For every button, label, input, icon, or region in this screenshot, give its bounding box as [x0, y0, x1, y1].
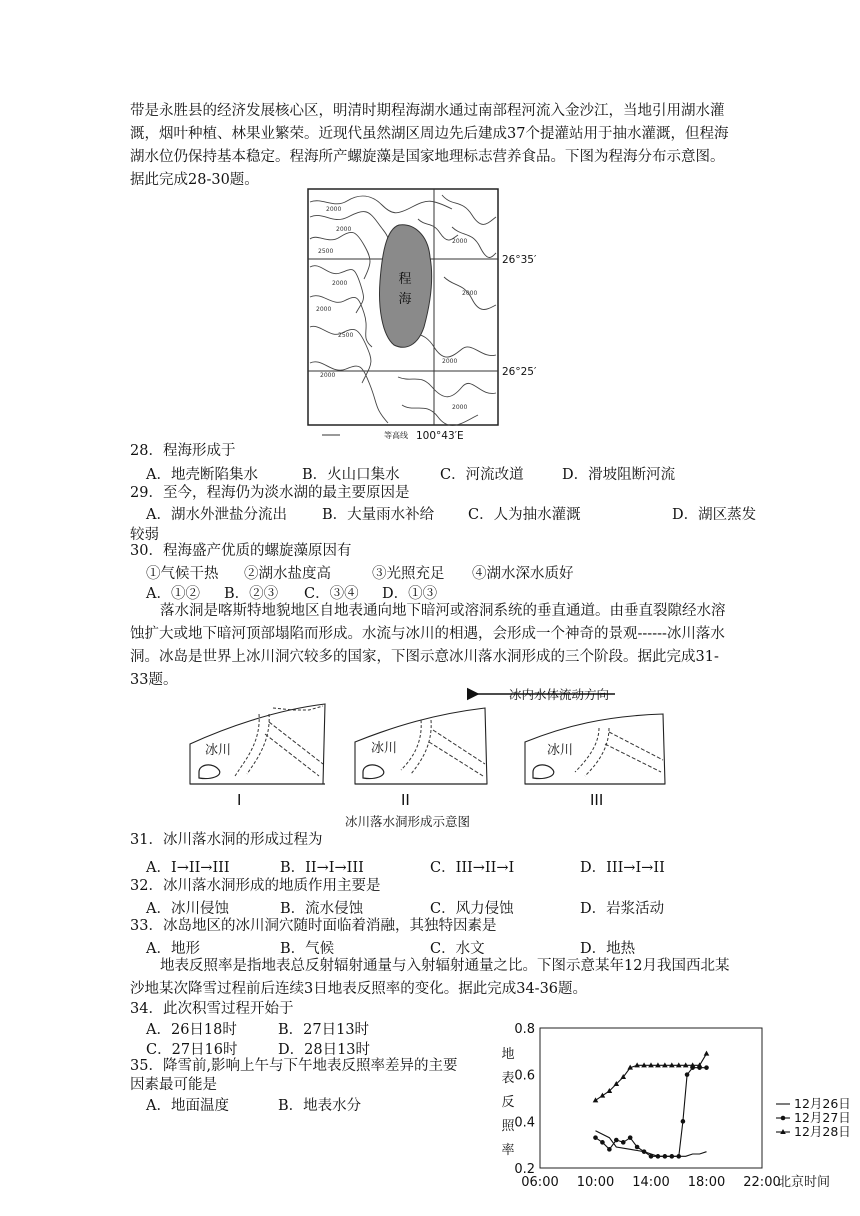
stage-label-2: II [401, 791, 410, 809]
series-line-2 [596, 1068, 707, 1157]
q28-option-c[interactable]: C．河流改道 [440, 467, 524, 483]
q28-option-d[interactable]: D．滑坡阻断河流 [562, 467, 676, 483]
y-axis-label-char: 照 [501, 1119, 515, 1134]
legend-marker-2 [781, 1116, 786, 1121]
svg-text:2000: 2000 [320, 372, 336, 379]
q34-option-a[interactable]: A．26日18时 [146, 1022, 237, 1038]
stage-panel-3 [525, 714, 665, 784]
q30-option-a[interactable]: A．①② [146, 586, 200, 602]
q31-stem: 31．冰川落水洞的形成过程为 [130, 832, 323, 848]
glacier-moulin-diagram [185, 684, 680, 832]
q28-stem: 28．程海形成于 [130, 443, 236, 459]
q33-stem: 33．冰岛地区的冰川洞穴随时面临着消融，其独特因素是 [130, 918, 497, 934]
series-point-3 [593, 1097, 599, 1102]
y-axis-label-char: 率 [501, 1143, 515, 1158]
q33-option-a[interactable]: A．地形 [146, 941, 200, 957]
svg-text:2000: 2000 [462, 290, 478, 297]
lat-bottom-label: 26°25′ [502, 366, 537, 378]
series-point-2 [600, 1140, 605, 1145]
intro-paragraph-2: 落水洞是喀斯特地貌地区自地表通向地下暗河或溶洞系统的垂直通道。由垂直裂隙经水溶蚀扩大或地下暗河顶部塌陷而形成。水流与冰川的相遇，会形成一个神奇的景观------冰川落水洞。冰岛是世界上冰川洞穴较多的国家，下图示意冰川落水洞形成的三个阶段。据此完成31-33题。 [130, 603, 726, 688]
series-point-2 [635, 1145, 640, 1150]
y-tick-label: 0.4 [514, 1115, 535, 1131]
stage-panel-1 [190, 704, 325, 784]
series-point-3 [704, 1051, 710, 1056]
q34-option-c[interactable]: C．27日16时 [146, 1042, 238, 1058]
flow-direction-label: 冰内水体流动方向 [509, 687, 610, 702]
svg-text:2000: 2000 [442, 358, 458, 365]
q32-stem: 32．冰川落水洞形成的地质作用主要是 [130, 878, 381, 894]
q29-option-b[interactable]: B．大量雨水补给 [322, 507, 435, 523]
q35-stem-1: 35．降雪前,影响上午与下午地表反照率差异的主要 [130, 1058, 458, 1074]
q30-item-1: ①气候干热 [146, 566, 219, 582]
svg-text:2000: 2000 [452, 238, 468, 245]
q28-option-b[interactable]: B．火山口集水 [302, 467, 400, 483]
q29-option-d-wrap: 较弱 [130, 527, 159, 543]
series-point-2 [685, 1072, 690, 1077]
stage-label-1: I [237, 791, 242, 809]
panel-label-2: 冰川 [371, 741, 398, 756]
x-tick-label: 14:00 [632, 1175, 670, 1190]
svg-text:2500: 2500 [338, 332, 354, 339]
lat-top-label: 26°35′ [502, 254, 537, 266]
q32-option-b[interactable]: B．流水侵蚀 [280, 901, 364, 917]
series-point-2 [642, 1149, 647, 1154]
series-point-2 [663, 1154, 668, 1159]
glacier-caption: 冰川落水洞形成示意图 [345, 814, 471, 829]
q29-option-d[interactable]: D．湖区蒸发 [672, 507, 757, 523]
series-point-2 [704, 1065, 709, 1070]
x-tick-label: 22:00 [743, 1175, 781, 1190]
legend-label-1: 12月26日 [794, 1096, 851, 1111]
plot-area [540, 1028, 762, 1168]
svg-text:2000: 2000 [326, 206, 342, 213]
svg-text:2000: 2000 [316, 306, 332, 313]
q28-option-a[interactable]: A．地壳断陷集水 [146, 467, 258, 483]
legend-label-3: 12月28日 [794, 1124, 851, 1139]
y-axis-label-char: 反 [501, 1095, 515, 1110]
lake-label-1: 程 [398, 272, 412, 287]
q33-option-b[interactable]: B．气候 [280, 941, 335, 957]
series-point-3 [600, 1093, 606, 1098]
q30-option-d[interactable]: D．①③ [382, 586, 438, 602]
y-tick-label: 0.2 [514, 1162, 535, 1177]
albedo-chart [490, 1018, 860, 1196]
x-tick-label: 06:00 [521, 1175, 559, 1190]
stage-panel-2 [355, 708, 487, 784]
q30-option-c[interactable]: C．③④ [304, 586, 359, 602]
q29-option-a[interactable]: A．湖水外泄盐分流出 [146, 507, 287, 523]
q33-option-c[interactable]: C．水文 [430, 941, 485, 957]
x-tick-label: 18:00 [687, 1175, 726, 1190]
chenghai-map [302, 187, 564, 441]
svg-text:2000: 2000 [452, 404, 468, 411]
q34-stem: 34．此次积雪过程开始于 [130, 1001, 294, 1017]
q31-option-b[interactable]: B．II→I→III [280, 860, 364, 876]
q31-option-d[interactable]: D．III→I→II [580, 860, 665, 876]
series-point-2 [681, 1119, 686, 1124]
legend-label-2: 12月27日 [794, 1110, 851, 1125]
q30-item-3: ③光照充足 [372, 566, 445, 582]
q34-option-d[interactable]: D．28日13时 [278, 1042, 371, 1058]
series-line-1 [596, 1131, 707, 1157]
q30-item-4: ④湖水深水质好 [472, 566, 574, 582]
series-point-2 [593, 1135, 598, 1140]
y-axis-label-char: 表 [501, 1071, 515, 1086]
series-point-2 [656, 1154, 661, 1159]
series-point-2 [670, 1154, 675, 1159]
y-tick-label: 0.6 [514, 1068, 535, 1084]
series-point-2 [649, 1154, 654, 1159]
x-axis-label: 北京时间 [778, 1175, 831, 1190]
series-line-3 [596, 1054, 707, 1101]
stage-label-3: III [590, 791, 604, 809]
q32-option-c[interactable]: C．风力侵蚀 [430, 901, 514, 917]
lake-label-2: 海 [398, 292, 412, 307]
q31-option-a[interactable]: A．I→II→III [146, 860, 230, 876]
svg-text:2000: 2000 [332, 280, 348, 287]
intro-paragraph-3: 地表反照率是指地表总反射辐射通量与入射辐射通量之比。下图示意某年12月我国西北某沙地某次降雪过程前后连续3日地表反照率的变化。据此完成34-36题。 [130, 958, 730, 997]
x-tick-label: 10:00 [576, 1175, 615, 1190]
q30-item-2: ②湖水盐度高 [244, 566, 331, 582]
series-point-2 [614, 1138, 619, 1143]
panel-label-3: 冰川 [547, 743, 574, 758]
y-tick-label: 0.8 [514, 1022, 535, 1037]
q30-stem: 30．程海盛产优质的螺旋藻原因有 [130, 543, 352, 559]
q29-option-c[interactable]: C．人为抽水灌溉 [468, 507, 581, 523]
map-legend: 等高线 [384, 431, 408, 440]
svg-text:2000: 2000 [336, 226, 352, 233]
q29-stem: 29．至今，程海仍为淡水湖的最主要原因是 [130, 485, 410, 501]
q34-option-b[interactable]: B．27日13时 [278, 1022, 370, 1038]
lon-label: 100°43′E [416, 430, 464, 441]
panel-label-1: 冰川 [205, 743, 232, 758]
q35-stem-2: 因素最可能是 [130, 1077, 217, 1093]
q35-option-a[interactable]: A．地面温度 [146, 1098, 229, 1114]
q31-option-c[interactable]: C．III→II→I [430, 860, 515, 876]
q32-option-d[interactable]: D．岩浆活动 [580, 901, 665, 917]
q32-option-a[interactable]: A．冰川侵蚀 [146, 901, 229, 917]
q30-option-b[interactable]: B．②③ [224, 586, 279, 602]
q33-option-d[interactable]: D．地热 [580, 941, 636, 957]
q35-option-b[interactable]: B．地表水分 [278, 1098, 362, 1114]
series-point-2 [607, 1147, 612, 1152]
intro-paragraph-1: 带是永胜县的经济发展核心区，明清时期程海湖水通过南部程河流入金沙江，当地引用湖水灌溉，烟叶种植、林果业繁荣。近现代虽然湖区周边先后建成37个提灌站用于抽水灌溉，但程海湖水位仍保持基本稳定。程海所产螺旋藻是国家地理标志营养食品。下图为程海分布示意图。据此完成28-30题。 [130, 103, 729, 188]
series-point-2 [621, 1140, 626, 1145]
series-point-2 [676, 1154, 681, 1159]
y-axis-label-char: 地 [501, 1047, 515, 1062]
series-point-2 [628, 1135, 633, 1140]
svg-text:2500: 2500 [318, 248, 334, 255]
